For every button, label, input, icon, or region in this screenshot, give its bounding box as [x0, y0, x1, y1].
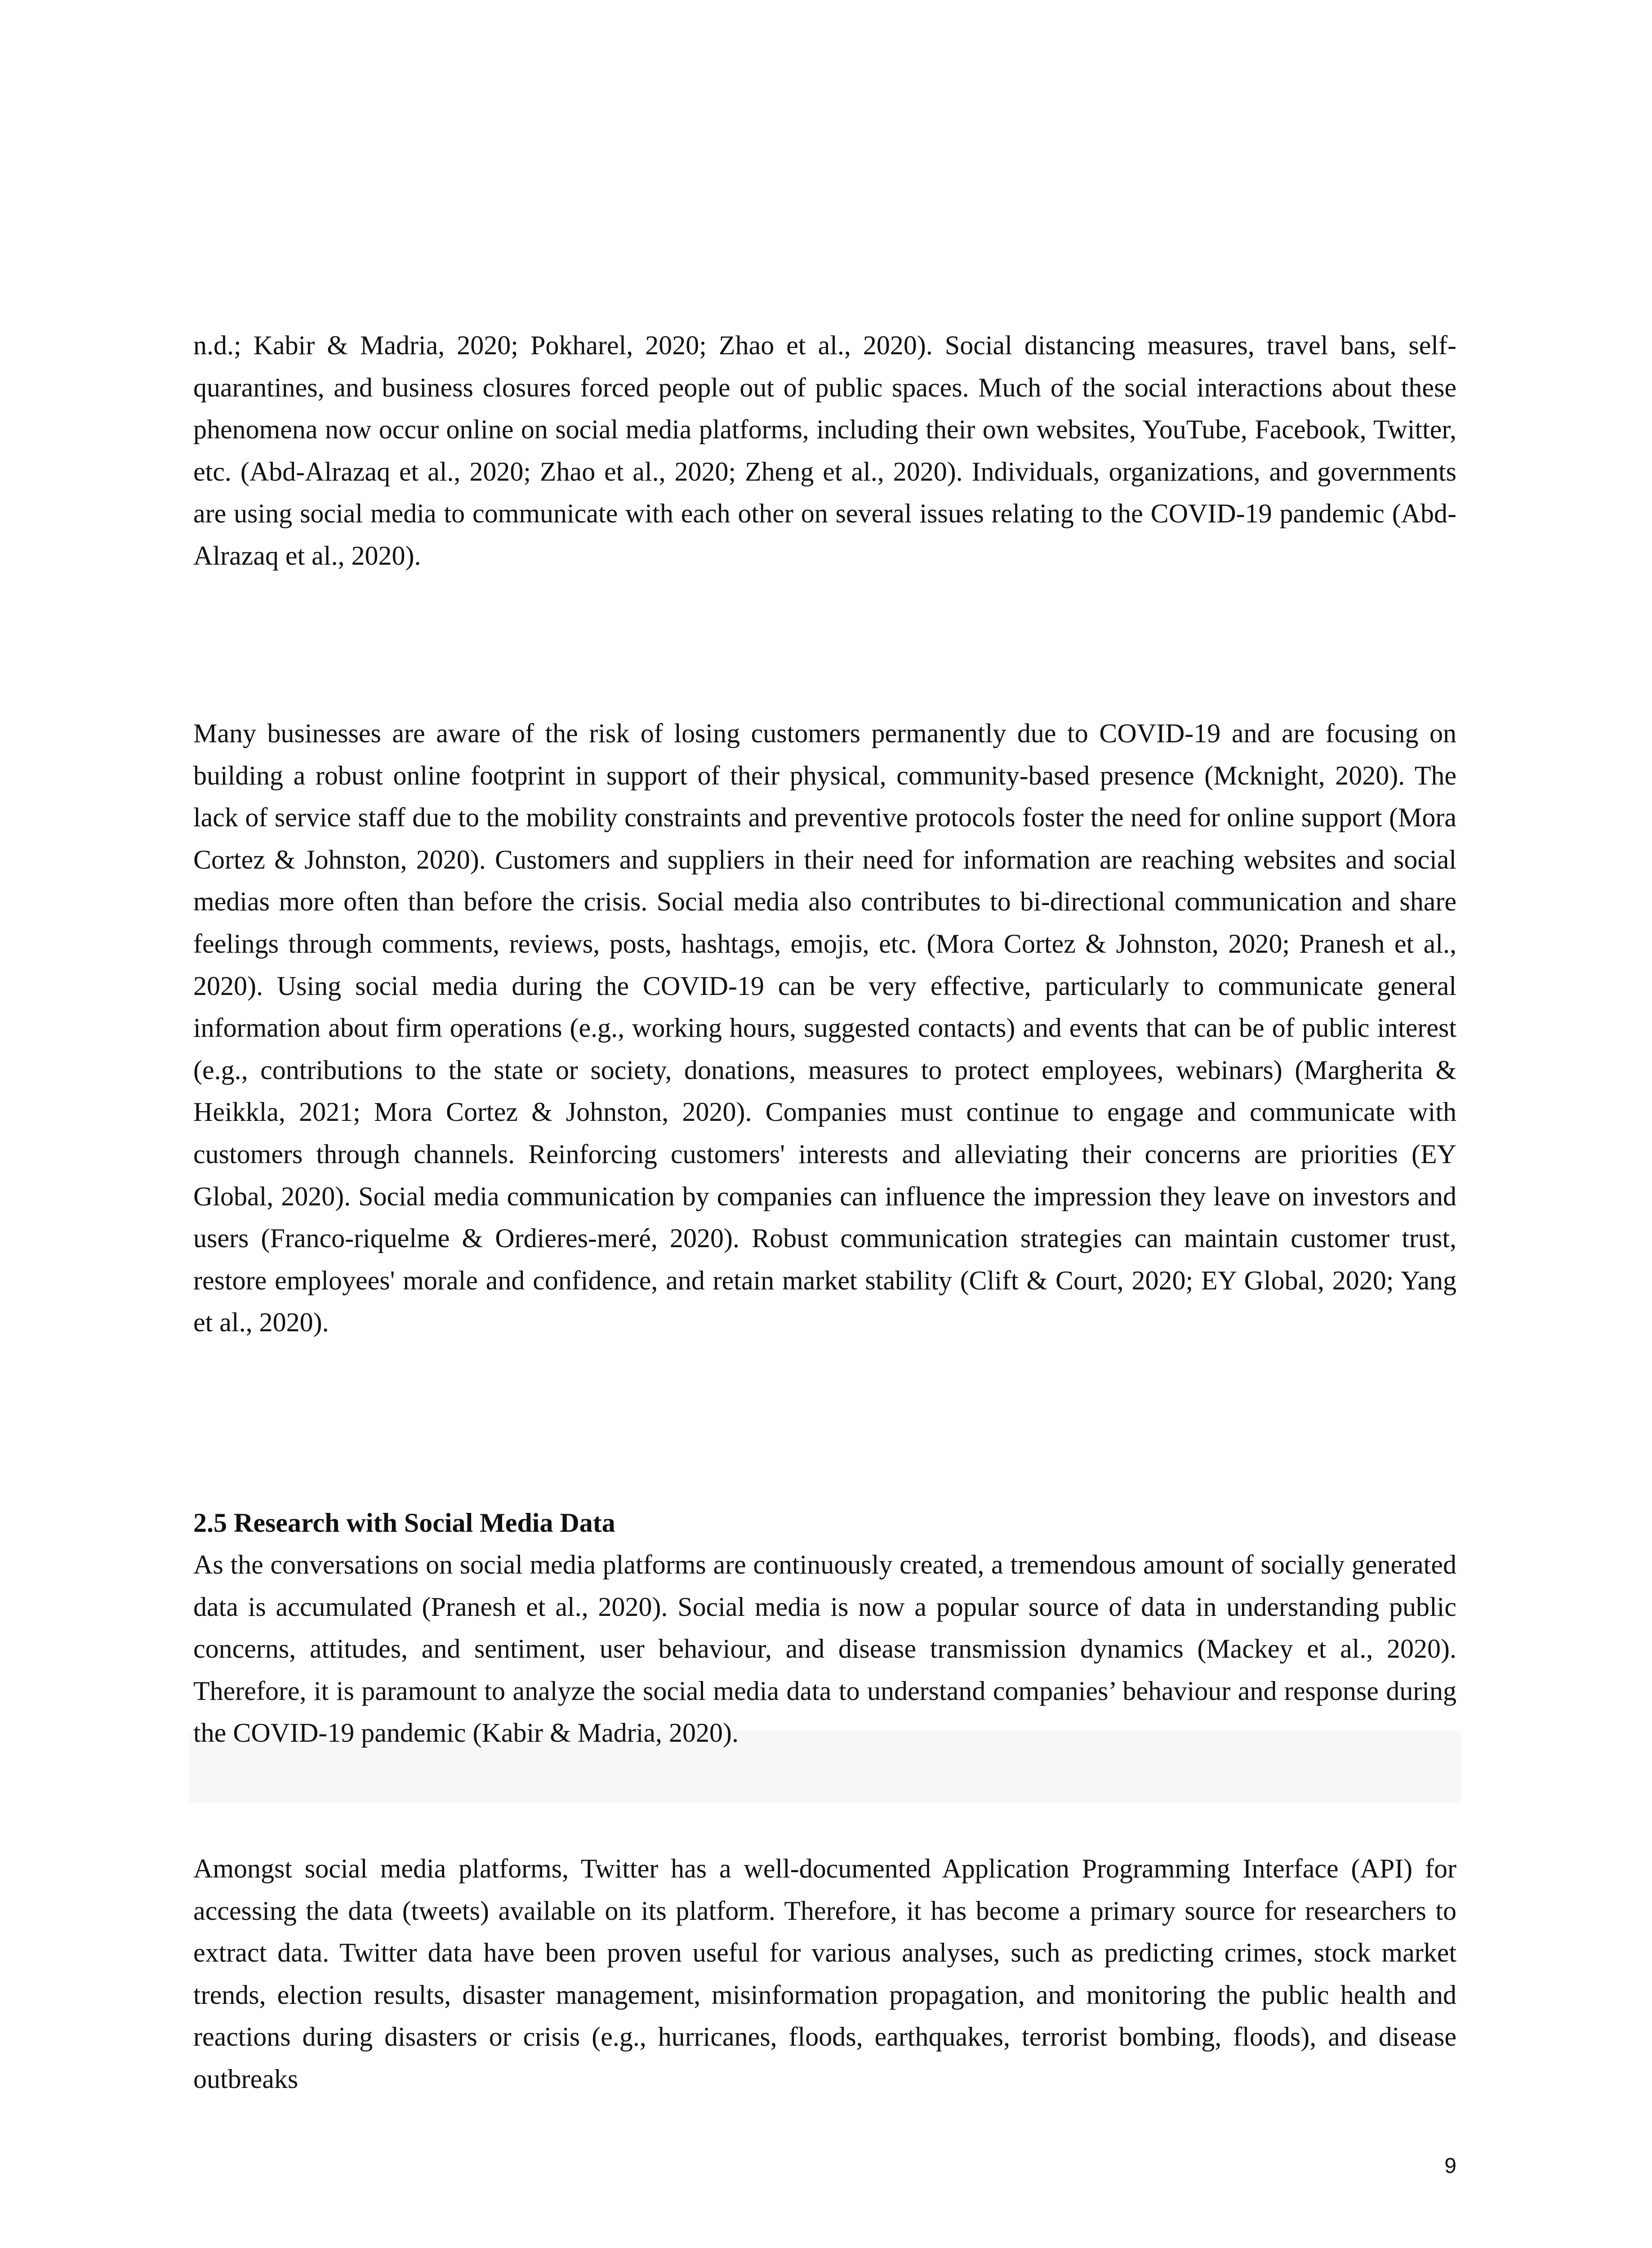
section-heading: 2.5 Research with Social Media Data — [193, 1508, 615, 1538]
paragraph-social-distancing: n.d.; Kabir & Madria, 2020; Pokharel, 2020; Zhao et al., 2020). Social distancing measures, travel bans, self-quarantines, and business closures forced people out of public spaces. Much of the social interactions about these phenomena now occur online on social media platforms, including their own websites, YouTube, Facebook, Twitter, etc. (Abd-Alrazaq et al., 2020; Zhao et al., 2020; Zheng et al., 2020). Individuals, organizations, and governments are using social media to communicate with each other on several issues relating to the COVID-19 pandemic (Abd-Alrazaq et al., 2020). — [193, 330, 1456, 571]
paragraph-businesses-online: Many businesses are aware of the risk of losing customers permanently due to COVID-19 and are focusing on building a robust online footprint in support of their physical, community-based presence (Mcknight, 2020). The lack of service staff due to the mobility constraints and preventive protocols foster the need for online support (Mora Cortez & Johnston, 2020). Customers and suppliers in their need for information are reaching websites and social medias more often than before the crisis. Social media also contributes to bi-directional communication and share feelings through comments, reviews, posts, hashtags, emojis, etc. (Mora Cortez & Johnston, 2020; Pranesh et al., 2020). Using social media during the COVID-19 can be very effective, particularly to communicate general information about firm operations (e.g., working hours, suggested contacts) and events that can be of public interest (e.g., contributions to the state or society, donations, measures to protect employees, webinars) (Margherita & Heikkla, 2021; Mora Cortez & Johnston, 2020). Companies must continue to engage and communicate with customers through channels. Reinforcing customers' interests and alleviating their concerns are priorities (EY Global, 2020). Social media communication by companies can influence the impression they leave on investors and users (Franco-riquelme & Ordieres-meré, 2020). Robust communication strategies can maintain customer trust, restore employees' morale and confidence, and retain market stability (Clift & Court, 2020; EY Global, 2020; Yang et al., 2020). — [193, 718, 1456, 1338]
paragraph-social-media-data: As the conversations on social media platforms are continuously created, a tremendous amount of socially generated data is accumulated (Pranesh et al., 2020). Social media is now a popular source of data in understanding public concerns, attitudes, and sentiment, user behaviour, and disease transmission dynamics (Mackey et al., 2020). Therefore, it is paramount to analyze the social media data to understand companies’ behaviour and response during the COVID-19 pandemic (Kabir & Madria, 2020). — [193, 1550, 1456, 1748]
page-number: 9 — [1444, 2154, 1456, 2178]
paragraph-twitter-api: Amongst social media platforms, Twitter has a well-documented Application Programming Interface (API) for accessing the data (tweets) available on its platform. Therefore, it has become a primary source for researchers to extract data. Twitter data have been proven useful for various analyses, such as predicting crimes, stock market trends, election results, disaster management, misinformation propagation, and monitoring the public health and reactions during disasters or crisis (e.g., hurricanes, floods, earthquakes, terrorist bombing, floods), and disease outbreaks — [193, 1854, 1456, 2094]
